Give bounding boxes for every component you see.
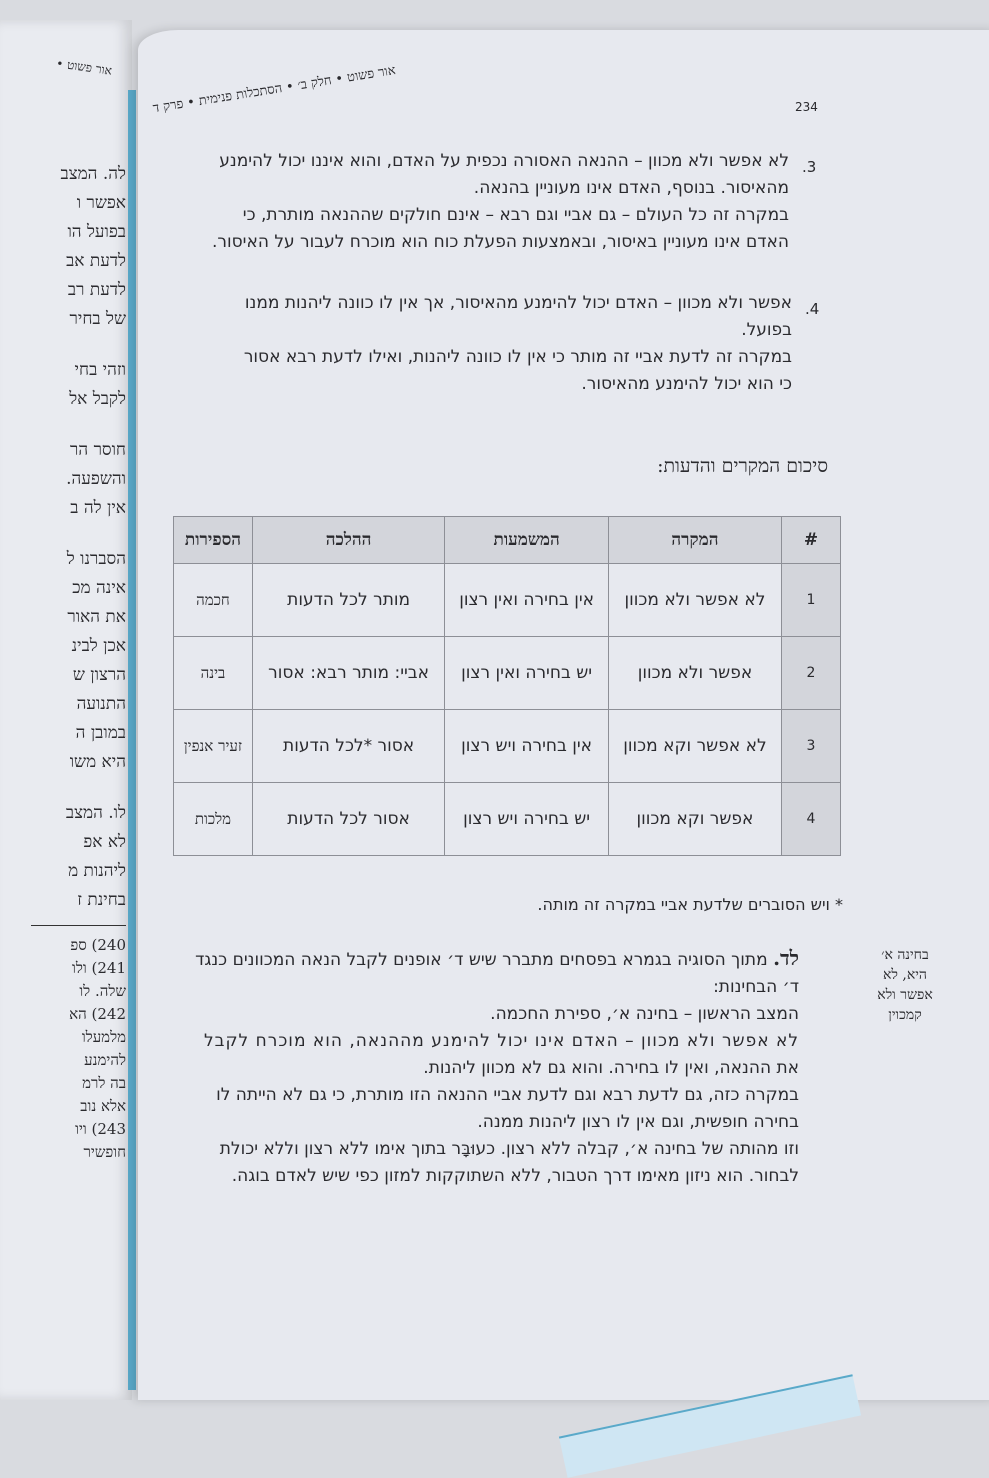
summary-title: סיכום המקרים והדעות:	[657, 455, 828, 477]
sefira-cell: זעיר אנפין	[174, 710, 253, 783]
spacer	[0, 334, 126, 356]
text-line: כי הוא יכול להימנע מהאיסור.	[581, 374, 792, 394]
footnote-line: שלה. לו	[79, 982, 126, 1000]
spacer	[0, 414, 126, 436]
meaning-cell: יש בחירה ואין רצון	[445, 637, 609, 710]
sefira-cell: חכמה	[174, 564, 253, 637]
page-number: 234	[795, 100, 818, 114]
spacer	[0, 777, 126, 799]
halacha-cell: אביי: מותר רבא: אסור	[252, 637, 444, 710]
table-header-row	[174, 517, 841, 564]
header-cell: #	[782, 517, 841, 564]
halacha-cell: אסור *לכל הדעות	[252, 710, 444, 783]
table-footnote: * ויש הסוברים שלדעת אביי במקרה זה מותה.	[537, 895, 843, 914]
text-line: בפועל.	[741, 320, 792, 340]
text-line: וזהי בחי	[74, 360, 126, 380]
text-line: האדם אינו מעוניין באיסור, ובאמצעות הפעלת כוח הוא מוכרח לעבור על האיסור.	[212, 232, 789, 252]
text-line: מתוך הסוגיה בגמרא בפסחים מתברר שיש ד׳ אופנים לקבל הנאה המכוונים כנגד	[195, 950, 768, 970]
meaning-cell: אין בחירה ויש רצון	[445, 710, 609, 783]
case-cell: לא אפשר ולא מכוון	[608, 564, 781, 637]
table-row	[174, 783, 841, 856]
text-line: לה. המצב	[60, 164, 126, 184]
section-text	[195, 945, 799, 1190]
text-line: את ההנאה, ואין לו בחירה. והוא גם לא מכוון ליהנות.	[423, 1058, 799, 1078]
footnote-line: 243) ויו	[75, 1120, 126, 1138]
halacha-cell: אסור לכל הדעות	[252, 783, 444, 856]
item-3-text	[212, 148, 789, 256]
text-line: ד׳ הבחינות:	[713, 977, 799, 997]
meaning-cell: אין בחירה ואין רצון	[445, 564, 609, 637]
text-line: הרצון ש	[72, 665, 126, 685]
header-cell: המשמעות	[445, 517, 609, 564]
item-4-text	[244, 290, 792, 398]
header-cell: הספירות	[174, 517, 253, 564]
item-number: 3.	[802, 158, 817, 176]
left-running-head: אור פשוט •	[55, 56, 113, 78]
text-line: לבחור. הוא ניזון מאימו דרך הטבור, ללא השתוקקות למזון כפי שיש לאדם בוגה.	[231, 1166, 799, 1186]
margin-note: בחינה א׳ היא, לא אפשר ולא קמכוין	[877, 947, 933, 1023]
text-line: לדעת אב	[66, 251, 126, 271]
text-line: והשפעה.	[66, 469, 126, 489]
text-line: וזו מהותה של בחינה א׳, קבלה ללא רצון. כעוּבָּר בתוך אימו ללא רצון וללא יכולת	[219, 1139, 799, 1159]
text-line: מהאיסור. בנוסף, האדם אינו מעוניין בהנאה.	[473, 178, 789, 198]
case-cell: אפשר וקא מכוון	[608, 783, 781, 856]
text-line: של בחיר	[69, 309, 126, 329]
text-line: המצב הראשון – בחינה א׳, ספירת החכמה.	[490, 1004, 799, 1024]
text-line: לקבל אל	[69, 389, 126, 409]
text-line: היא משו	[69, 752, 126, 772]
text-line: התנועה	[76, 694, 126, 714]
footnote-line: 241) ולו	[72, 959, 126, 977]
header-cell: המקרה	[608, 517, 781, 564]
text-line: את האור	[67, 607, 126, 627]
row-number: 2	[782, 637, 841, 710]
text-line: בחינת ז	[77, 890, 126, 910]
text-line: במקרה כזה, גם לדעת רבא וגם לדעת אביי ההנאה הזו מותרת, כי גם לא הייתה לו	[216, 1085, 799, 1105]
footnote-divider	[31, 925, 126, 926]
text-line: אכן לבינ	[71, 636, 126, 656]
case-cell: אפשר ולא מכוון	[608, 637, 781, 710]
row-number: 3	[782, 710, 841, 783]
table-row	[174, 637, 841, 710]
row-number: 4	[782, 783, 841, 856]
footnote-line: מלמעלו	[81, 1028, 126, 1046]
item-number: 4.	[805, 300, 820, 318]
footnote-line: אלא נוב	[80, 1097, 126, 1115]
table-row	[174, 564, 841, 637]
header-cell: ההלכה	[252, 517, 444, 564]
running-head: אור פשוט • חלק ב׳ • הסתכלות פנימית • פרק ד	[151, 63, 397, 117]
text-line: אפשר ולא מכוון – האדם יכול להימנע מהאיסור, אך אין לו כוונה ליהנות ממנו	[244, 293, 792, 313]
text-line: במקרה זה כל העולם – גם אביי וגם רבא – אינם חולקים שההנאה מותרת, כי	[242, 205, 789, 225]
halacha-cell: מותר לכל הדעות	[252, 564, 444, 637]
book-edge	[128, 90, 136, 1390]
footnote-line: חופשיר	[83, 1143, 126, 1161]
text-line: בפועל הו	[67, 222, 126, 242]
left-page-text	[0, 160, 126, 1164]
text-line: חוסר הר	[70, 440, 126, 460]
text-line: לדעת רב	[67, 280, 126, 300]
text-line: הסברנו ל	[66, 549, 126, 569]
meaning-cell: יש בחירה ויש רצון	[445, 783, 609, 856]
text-line: במובן ה	[75, 723, 126, 743]
text-line: אין לה ב	[70, 498, 126, 518]
footnote-line: 242) הא	[69, 1005, 126, 1023]
sefira-cell: מלכות	[174, 783, 253, 856]
text-line: לא אפשר ולא מכוון – ההנאה האסורה נכפית על האדם, והוא איננו יכול להימנע	[219, 151, 789, 171]
text-line: במקרה זה לדעת אביי זה מותר כי אין לו כוונה ליהנות, ואילו לדעת רבא אסור	[243, 347, 792, 367]
spacer	[0, 523, 126, 545]
text-line: בחירה חופשית, וגם אין לו רצון ליהנות ממנה.	[477, 1112, 799, 1132]
footnote-line: בה לרמ	[82, 1074, 126, 1092]
left-page	[0, 20, 132, 1400]
sefira-cell: בינה	[174, 637, 253, 710]
footnote-line: להימנע	[84, 1051, 126, 1069]
footnote-line: 240) ספ	[70, 936, 126, 954]
row-number: 1	[782, 564, 841, 637]
text-line: לו. המצב	[65, 803, 126, 823]
text-line: אינה מכ	[72, 578, 126, 598]
text-line: ליהנות מ	[68, 861, 126, 881]
summary-table	[173, 516, 841, 856]
table-row	[174, 710, 841, 783]
section-mark: לד.	[773, 946, 799, 970]
text-line: אפשר ו	[76, 193, 126, 213]
text-line: לא אפ	[83, 832, 126, 852]
case-cell: לא אפשר וקא מכוון	[608, 710, 781, 783]
text-line: לא אפשר ולא מכוון – האדם אינו יכול להימנע מההנאה, הוא מוכרח לקבל	[204, 1031, 799, 1051]
